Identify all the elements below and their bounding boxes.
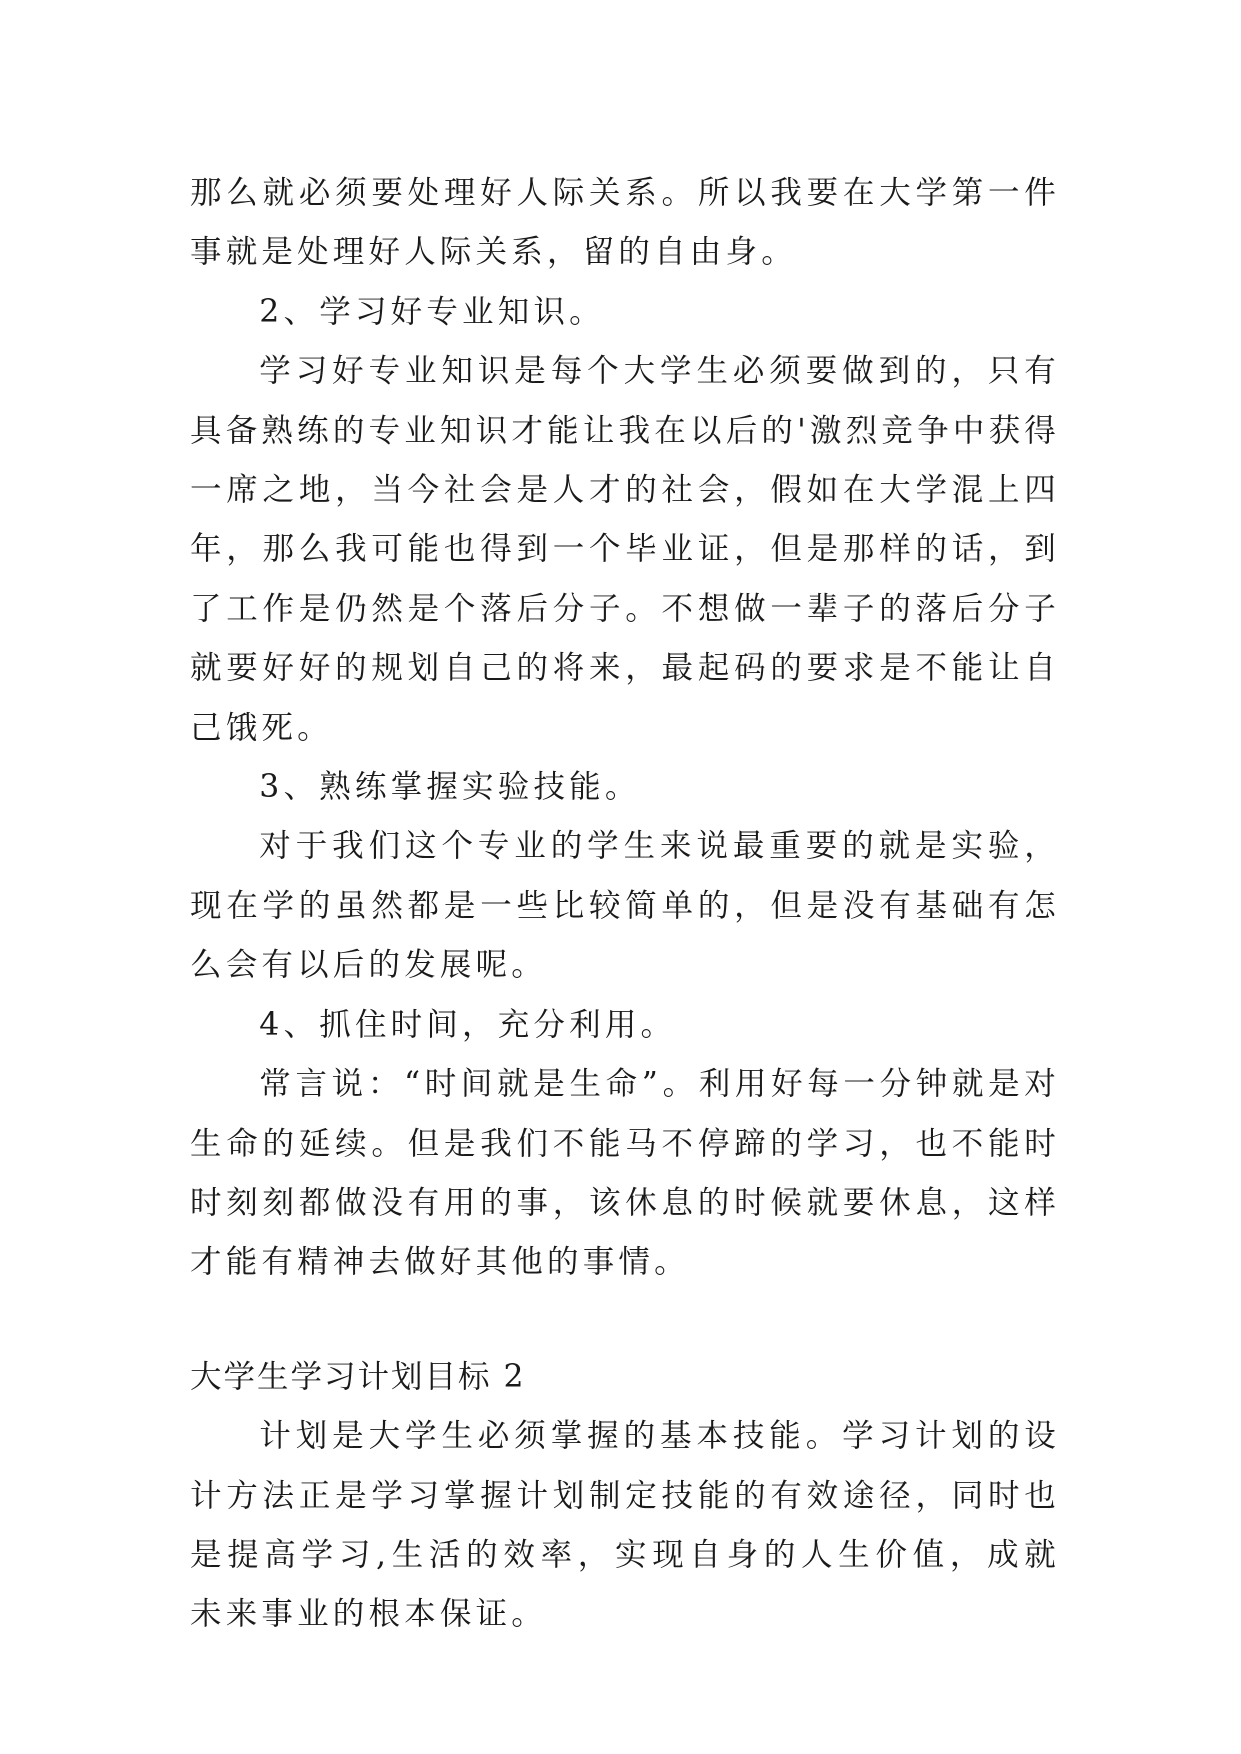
heading-item-2: 2、学习好专业知识。: [259, 293, 605, 330]
paragraph-professional-knowledge: 学习好专业知识是每个大学生必须要做到的，只有具备熟练的专业知识才能让我在以后的'激烈竞争中获得一席之地，当今社会是人才的社会，假如在大学混上四年，那么我可能也得到一个毕业证，但是那样的话，到了工作是仍然是个落后分子。不想做一辈子的落后分子就要好好的规划自己的将来，最起码的要求是不能让自己饿死。: [190, 353, 1060, 746]
paragraph-experiment-skills: 对于我们这个专业的学生来说最重要的就是实验，现在学的虽然都是一些比较简单的，但是没有基础有怎么会有以后的发展呢。: [190, 828, 1060, 984]
document-body: [190, 164, 1060, 1645]
paragraph-plan-intro: 计划是大学生必须掌握的基本技能。学习计划的设计方法正是学习掌握计划制定技能的有效途径，同时也是提高学习,生活的效率，实现自身的人生价值，成就未来事业的根本保证。: [190, 1418, 1060, 1633]
section-spacer: [190, 1293, 1060, 1348]
paragraph-time-usage: 常言说：“时间就是生命”。利用好每一分钟就是对生命的延续。但是我们不能马不停蹄的学习，也不能时时刻刻都做没有用的事，该休息的时候就要休息，这样才能有精神去做好其他的事情。: [190, 1066, 1060, 1281]
paragraph-continuation: 那么就必须要处理好人际关系。所以我要在大学第一件事就是处理好人际关系，留的自由身。: [190, 175, 1060, 271]
heading-item-4: 4、抓住时间，充分利用。: [259, 1006, 677, 1043]
section-title: 大学生学习计划目标 2: [190, 1358, 526, 1395]
heading-item-3: 3、熟练掌握实验技能。: [259, 769, 641, 806]
